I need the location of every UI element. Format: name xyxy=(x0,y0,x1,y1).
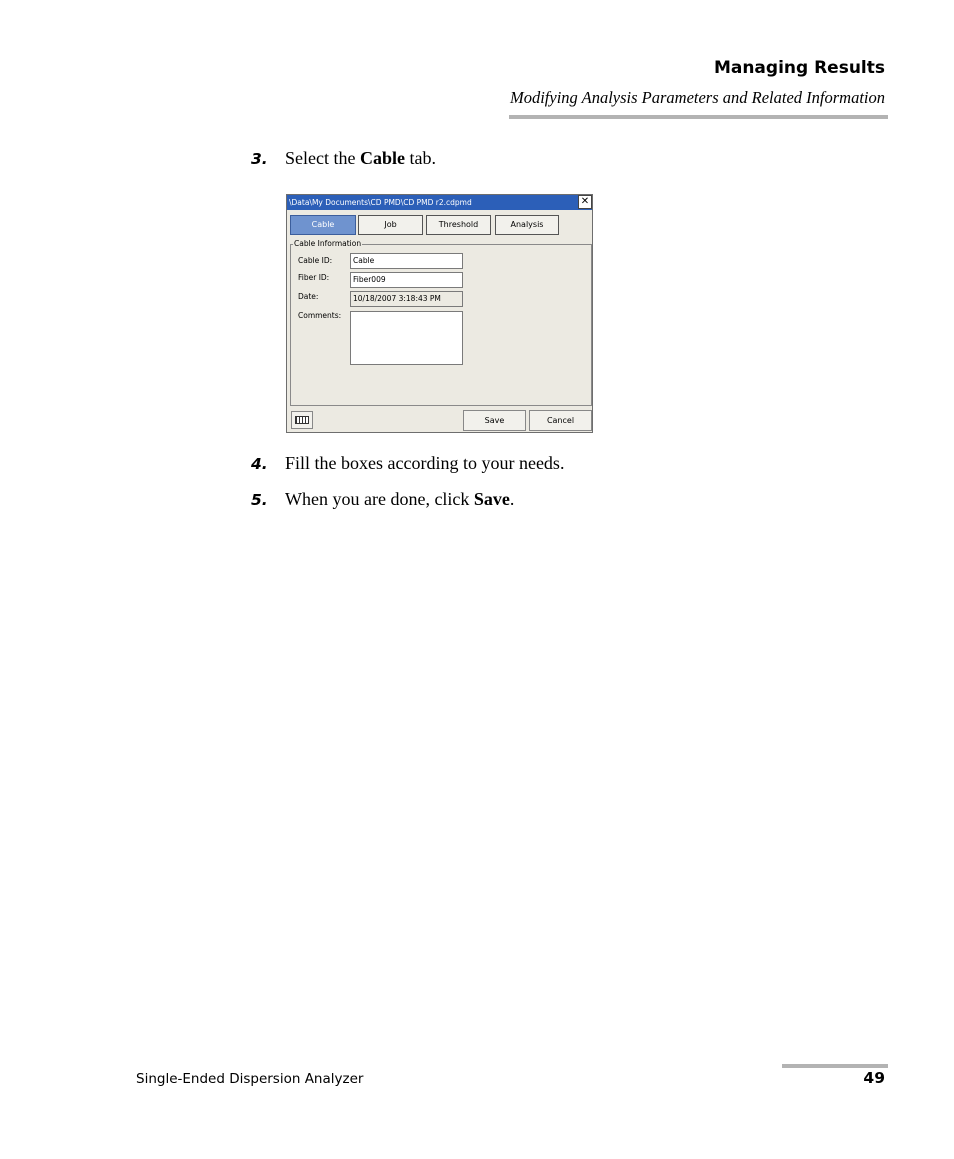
chapter-title: Managing Results xyxy=(713,58,885,78)
step-text: Fill the boxes according to your needs. xyxy=(285,453,565,473)
fiber-id-field[interactable]: Fiber009 xyxy=(350,272,463,288)
keyboard-icon[interactable] xyxy=(291,411,313,429)
date-label: Date: xyxy=(298,292,319,301)
save-button[interactable]: Save xyxy=(463,410,526,431)
footer-document-title: Single-Ended Dispersion Analyzer xyxy=(136,1071,364,1087)
step-number: 4. xyxy=(251,455,268,473)
cable-id-field[interactable]: Cable xyxy=(350,253,463,269)
step-bold-term: Save xyxy=(473,489,510,509)
step-4 xyxy=(251,453,564,474)
step-number: 5. xyxy=(251,491,268,509)
tab-cable[interactable]: Cable xyxy=(290,215,356,235)
section-subtitle: Modifying Analysis Parameters and Related Information xyxy=(509,88,885,107)
dialog-title-bar xyxy=(287,195,592,210)
page-number: 49 xyxy=(863,1069,885,1087)
comments-field[interactable] xyxy=(350,311,463,365)
tab-threshold[interactable]: Threshold xyxy=(426,215,491,235)
comments-label: Comments: xyxy=(298,311,342,320)
step-text-end: . xyxy=(509,489,515,509)
step-text-end: tab. xyxy=(404,148,436,168)
date-field: 10/18/2007 3:18:43 PM xyxy=(350,291,463,307)
step-bold-term: Cable xyxy=(359,148,405,168)
footer-divider xyxy=(782,1064,888,1068)
step-5 xyxy=(251,489,514,510)
header-divider xyxy=(509,115,888,119)
dialog-title-path: \Data\My Documents\CD PMD\CD PMD r2.cdpmd xyxy=(289,198,472,207)
cancel-button[interactable]: Cancel xyxy=(529,410,592,431)
tab-analysis[interactable]: Analysis xyxy=(495,215,559,235)
step-3 xyxy=(251,148,436,169)
step-number: 3. xyxy=(251,150,268,168)
step-text: Select the xyxy=(285,148,360,168)
close-icon[interactable]: ✕ xyxy=(578,195,592,209)
cable-id-label: Cable ID: xyxy=(298,256,333,265)
tab-job[interactable]: Job xyxy=(358,215,423,235)
fiber-id-label: Fiber ID: xyxy=(298,273,330,282)
group-label: Cable Information xyxy=(294,239,362,248)
step-text: When you are done, click xyxy=(285,489,474,509)
cable-settings-dialog xyxy=(286,194,593,433)
